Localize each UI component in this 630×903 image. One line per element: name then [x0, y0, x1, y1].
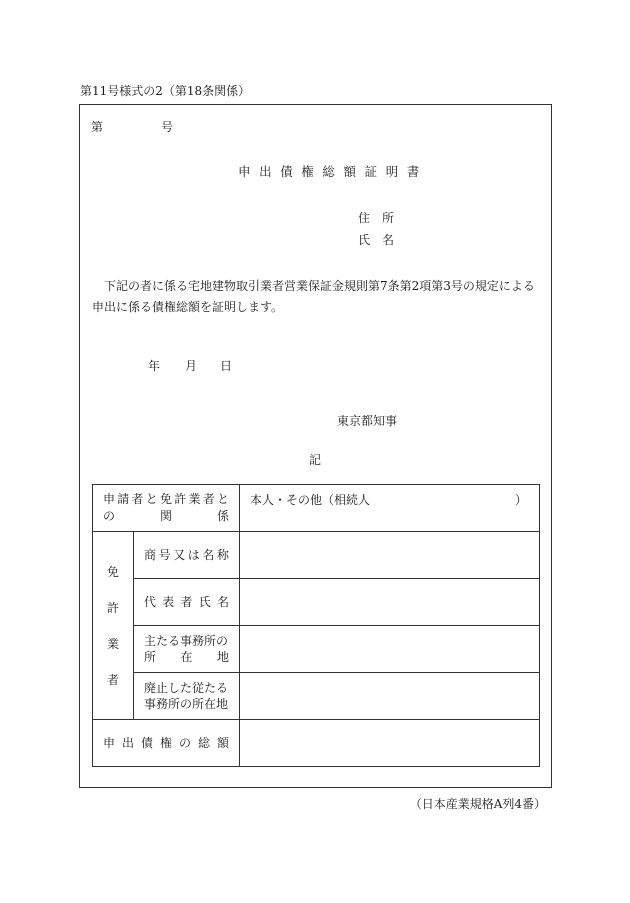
document-title: 申出債権総額証明書 — [238, 164, 428, 179]
body-text: 下記の者に係る宅地建物取引業者営業保証金規則第7条第2項第3号の規定による申出に係る債権総額を証明します。 — [92, 279, 535, 314]
issuer: 東京都知事 — [337, 414, 398, 428]
relation-value-cell[interactable] — [240, 485, 540, 532]
date-day: 日 — [220, 359, 233, 373]
closed-office-value[interactable] — [240, 673, 540, 720]
trade-name-label: 商 号 又 は 名 称 — [134, 532, 240, 579]
main-office-value[interactable] — [240, 626, 540, 673]
relation-value: 本人・その他（相続人 — [250, 493, 371, 507]
record-table — [92, 484, 540, 767]
name-label: 氏 名 — [358, 233, 395, 247]
trade-name-value[interactable] — [240, 532, 540, 579]
date-month: 月 — [185, 359, 198, 373]
main-office-label: 主たる事務所の 所 在 地 — [134, 626, 240, 673]
footer-standard: （日本産業規格A列4番） — [409, 797, 546, 811]
licensee-group-label: 免 許 業 者 — [93, 532, 134, 720]
number-dai: 第 — [91, 120, 104, 134]
ki-label: 記 — [309, 453, 322, 467]
address-label: 住 所 — [358, 211, 395, 225]
date-year: 年 — [148, 359, 161, 373]
number-go: 号 — [161, 120, 174, 134]
relation-close: ） — [515, 493, 528, 507]
representative-label: 代 表 者 氏 名 — [134, 579, 240, 626]
representative-value[interactable] — [240, 579, 540, 626]
form-number-label: 第11号様式の2（第18条関係） — [80, 84, 251, 98]
closed-office-label: 廃止した従たる 事務所の所在地 — [134, 673, 240, 720]
total-claims-label: 申 出 債 権 の 総 額 — [93, 720, 240, 767]
relation-label: 申 請 者 と 免 許 業 者 と の 関 係 — [93, 485, 240, 532]
total-claims-value[interactable] — [240, 720, 540, 767]
